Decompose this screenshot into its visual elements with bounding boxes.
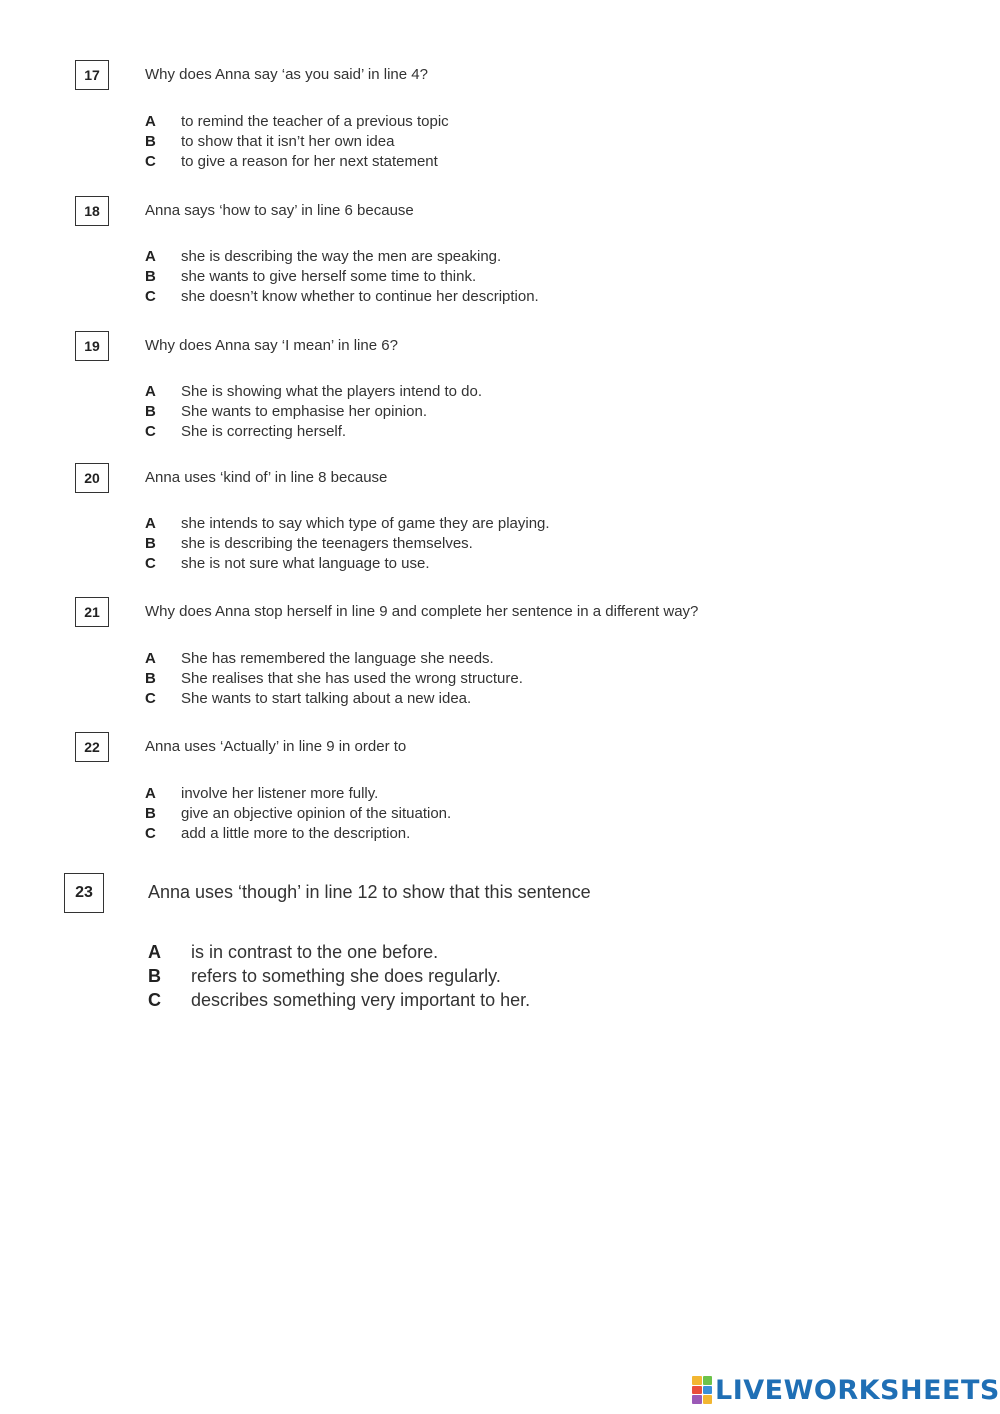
option-letter: A [148,942,161,962]
option-a[interactable] [145,784,378,804]
question-text: Why does Anna say ‘I mean’ in line 6? [145,337,398,354]
option-b[interactable] [145,132,394,152]
option-text: give an objective opinion of the situation. [181,805,452,822]
option-text: She wants to emphasise her opinion. [181,403,427,420]
option-letter: A [145,113,156,130]
option-text: she is not sure what language to use. [181,555,430,572]
option-text: She wants to start talking about a new idea. [181,690,472,707]
option-letter: C [148,990,161,1010]
option-b[interactable] [145,267,476,287]
question-text: Anna uses ‘Actually’ in line 9 in order to [145,738,407,755]
option-letter: B [145,268,156,285]
option-text: She has remembered the language she needs. [181,650,494,667]
liveworksheets-logo[interactable] [692,1373,1000,1407]
option-b[interactable] [145,534,473,554]
option-letter: B [145,670,156,687]
option-c[interactable] [145,554,430,574]
option-letter: B [148,966,161,986]
option-a[interactable] [145,247,501,267]
question-number-box: 18 [75,196,109,226]
option-text: refers to something she does regularly. [191,966,501,986]
liveworksheets-logo-icon [692,1376,712,1404]
option-letter: C [145,153,156,170]
option-text: she wants to give herself some time to think. [181,268,477,285]
question-text: Why does Anna stop herself in line 9 and complete her sentence in a different way? [145,603,699,620]
question-number-box: 23 [64,873,104,913]
option-c[interactable] [145,152,438,172]
option-letter: A [145,248,156,265]
option-c[interactable] [145,689,471,709]
option-letter: A [145,785,156,802]
question-text: Anna says ‘how to say’ in line 6 because [145,202,414,219]
option-a[interactable] [145,649,494,669]
question-number-box: 19 [75,331,109,361]
option-letter: C [145,423,156,440]
option-text: describes something very important to her. [191,990,531,1010]
option-text: She is showing what the players intend to do. [181,383,483,400]
option-c[interactable] [145,422,346,442]
option-letter: B [145,133,156,150]
question-number-box: 22 [75,732,109,762]
option-text: involve her listener more fully. [181,785,379,802]
option-b[interactable] [148,964,501,988]
question-text: Why does Anna say ‘as you said’ in line 4? [145,66,428,83]
question-text: Anna uses ‘kind of’ in line 8 because [145,469,388,486]
option-letter: B [145,535,156,552]
question-number-box: 17 [75,60,109,90]
logo-text: LIVEWORKSHEETS [715,1374,1000,1406]
option-c[interactable] [145,287,539,307]
option-letter: A [145,515,156,532]
question-text: Anna uses ‘though’ in line 12 to show that this sentence [148,882,591,902]
option-text: she intends to say which type of game they are playing. [181,515,550,532]
option-text: She realises that she has used the wrong structure. [181,670,523,687]
option-b[interactable] [145,804,451,824]
option-letter: A [145,650,156,667]
option-text: is in contrast to the one before. [191,942,439,962]
option-text: she is describing the teenagers themselves. [181,535,473,552]
option-a[interactable] [145,382,482,402]
option-text: to remind the teacher of a previous topic [181,113,449,130]
option-text: she doesn’t know whether to continue her description. [181,288,539,305]
option-letter: B [145,805,156,822]
option-text: She is correcting herself. [181,423,347,440]
option-text: add a little more to the description. [181,825,411,842]
option-letter: C [145,555,156,572]
option-a[interactable] [145,112,449,132]
option-text: to show that it isn’t her own idea [181,133,395,150]
option-text: she is describing the way the men are speaking. [181,248,502,265]
question-number-box: 21 [75,597,109,627]
option-letter: C [145,288,156,305]
option-letter: C [145,825,156,842]
option-b[interactable] [145,669,523,689]
option-text: to give a reason for her next statement [181,153,438,170]
option-b[interactable] [145,402,427,422]
option-c[interactable] [145,824,410,844]
option-a[interactable] [145,514,550,534]
option-letter: B [145,403,156,420]
option-c[interactable] [148,988,530,1012]
option-a[interactable] [148,940,438,964]
option-letter: A [145,383,156,400]
question-number-box: 20 [75,463,109,493]
option-letter: C [145,690,156,707]
